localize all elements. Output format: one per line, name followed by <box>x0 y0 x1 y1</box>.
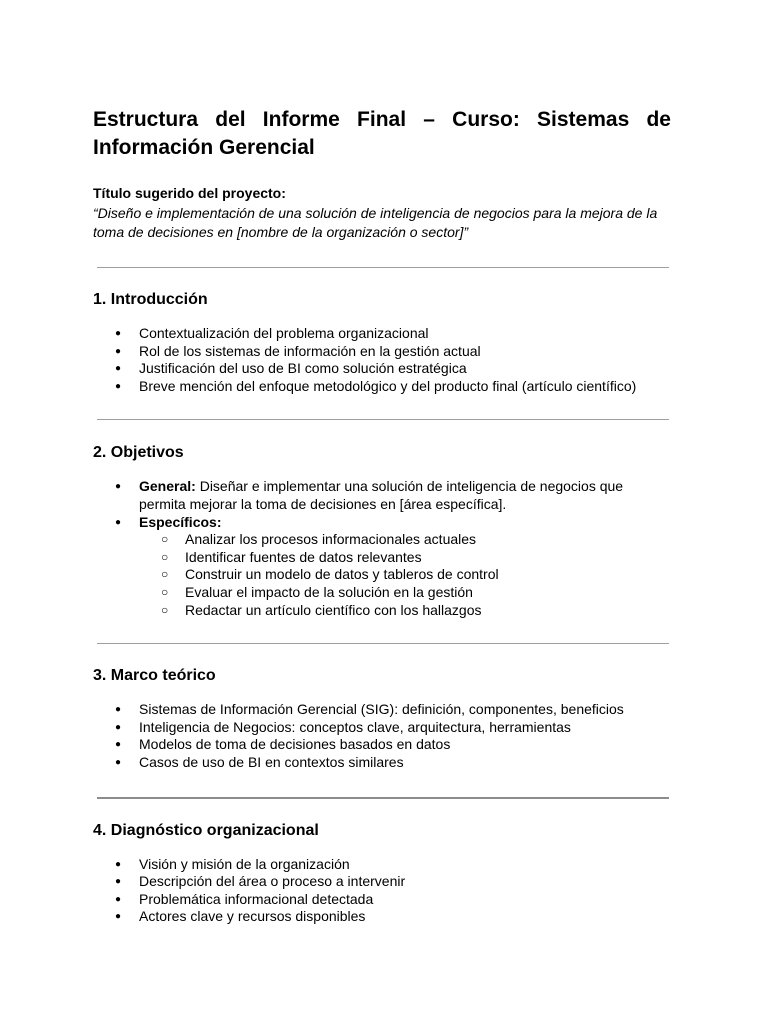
sublist-item: ○ Identificar fuentes de datos relevantes <box>185 549 671 567</box>
especificos-sublist <box>139 531 671 619</box>
section-divider <box>97 267 669 268</box>
sublist-item: ○ Evaluar el impacto de la solución en la gestión <box>185 584 671 602</box>
list-item: ● Problemática informacional detectada <box>139 891 671 909</box>
list-item: ● Inteligencia de Negocios: conceptos clave, arquitectura, herramientas <box>139 719 671 737</box>
sublist-item: ○ Construir un modelo de datos y tableros de control <box>185 566 671 584</box>
project-title-text: “Diseño e implementación de una solución de inteligencia de negocios para la mejora de la toma de decisiones en [nombre de la organización o sector]” <box>93 205 658 240</box>
list-item: ● Sistemas de Información Gerencial (SIG): definición, componentes, beneficios <box>139 701 671 719</box>
objetivos-list <box>93 478 671 619</box>
list-item: ● Justificación del uso de BI como solución estratégica <box>139 360 671 378</box>
diagnostico-list <box>93 856 671 926</box>
marco-teorico-list <box>93 701 671 771</box>
list-item: ● Modelos de toma de decisiones basados en datos <box>139 736 671 754</box>
list-item: ● Contextualización del problema organizacional <box>139 325 671 343</box>
section-heading-diagnostico: 4. Diagnóstico organizacional <box>93 821 319 839</box>
list-item: ● Actores clave y recursos disponibles <box>139 908 671 926</box>
general-text: Diseñar e implementar una solución de inteligencia de negocios que permita mejorar la toma de decisiones en [área específica]. <box>139 478 624 512</box>
section-divider <box>97 797 669 799</box>
especificos-label: Específicos: <box>139 513 222 530</box>
section-divider <box>97 643 669 644</box>
general-label: General: <box>139 478 196 495</box>
list-item: ● Casos de uso de BI en contextos similares <box>139 754 671 772</box>
list-item: ● Visión y misión de la organización <box>139 856 671 874</box>
sublist-item: ○ Analizar los procesos informacionales actuales <box>185 531 671 549</box>
project-title-label: Título sugerido del proyecto: <box>93 185 286 201</box>
list-item: ● Breve mención del enfoque metodológico y del producto final (artículo científico) <box>139 378 671 396</box>
section-divider <box>97 419 669 420</box>
document-title: Estructura del Informe Final – Curso: Sistemas de Información Gerencial <box>93 108 671 159</box>
sublist-item: ○ Redactar un artículo científico con los hallazgos <box>185 602 671 620</box>
section-heading-objetivos: 2. Objetivos <box>93 444 184 462</box>
list-item: ● Descripción del área o proceso a intervenir <box>139 873 671 891</box>
section-heading-introduccion: 1. Introducción <box>93 291 208 308</box>
section-heading-marco-teorico: 3. Marco teórico <box>93 667 216 685</box>
list-item-general <box>139 478 671 513</box>
list-item-especificos <box>139 514 671 620</box>
introduccion-list <box>93 325 671 395</box>
list-item: ● Rol de los sistemas de información en la gestión actual <box>139 343 671 361</box>
